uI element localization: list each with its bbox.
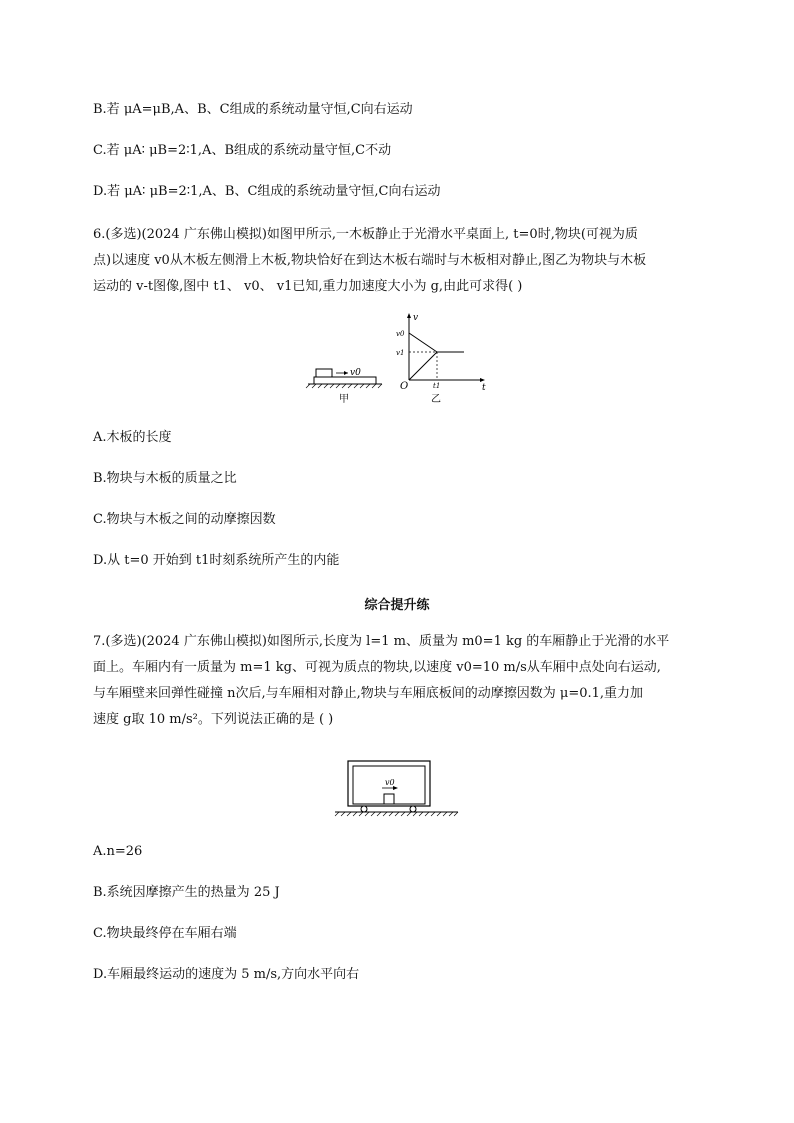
q5-option-c: C.若 μA∶ μB=2∶1,A、B组成的系统动量守恒,C不动 [93,143,392,158]
q6-caption-yi: 乙 [431,394,441,405]
q6-option-b: B.物块与木板的质量之比 [93,471,237,486]
q5-option-b: B.若 μA=μB,A、B、C组成的系统动量守恒,C向右运动 [93,102,413,117]
right-wheel [410,806,416,812]
q6-tick-v0: v0 [396,330,405,338]
q6-caption-jia: 甲 [339,394,349,405]
q7-stem-line: 与车厢壁来回弹性碰撞 n次后,与车厢相对静止,物块与车厢底板间的动摩擦因数为 μ=0.1,重力加 [93,686,644,701]
q7-option-a: A.n=26 [93,844,143,859]
q7-stem-line: 面上。车厢内有一质量为 m=1 kg、可视为质点的物块,以速度 v0=10 m/s从车厢中点处向右运动, [93,660,661,675]
q6-v0-label: v0 [350,368,361,378]
q6-tick-t1: t1 [433,382,441,390]
board [314,377,376,384]
q6-figure-yi [396,313,486,405]
q6-axis-v: v [413,313,419,323]
q6-origin: O [400,381,409,392]
q7-option-c: C.物块最终停在车厢右端 [93,926,237,941]
q7-stem [93,629,705,733]
q5-option-d: D.若 μA∶ μB=2∶1,A、B、C组成的系统动量守恒,C向右运动 [93,184,441,199]
q6-axis-t: t [482,383,486,393]
q6-tick-v1: v1 [396,349,405,357]
q6-option-d: D.从 t=0 开始到 t1时刻系统所产生的内能 [93,553,340,568]
board-vt-line [409,352,437,380]
q6-option-a: A.木板的长度 [93,430,172,445]
q7-stem-line: 7.(多选)(2024 广东佛山模拟)如图所示,长度为 l=1 m、质量为 m0=1 kg 的车厢静止于光滑的水平 [93,634,670,649]
q6-stem-line: 点)以速度 v0从木板左侧滑上木板,物块恰好在到达木板右端时与木板相对静止,图乙为物块与木板 [93,253,647,268]
q6-stem-line: 6.(多选)(2024 广东佛山模拟)如图甲所示,一木板静止于光滑水平桌面上, t=0时,物块(可视为质 [93,227,638,242]
q7-v0-label: v0 [385,778,395,787]
q7-stem-line: 速度 g取 10 m/s²。下列说法正确的是 ( ) [93,712,334,727]
q7-option-b: B.系统因摩擦产生的热量为 25 J [93,885,280,900]
block [316,369,332,377]
q6-figure [300,310,500,410]
left-wheel [361,806,367,812]
q6-stem-line: 运动的 v-t图像,图中 t1、 v0、 v1已知,重力加速度大小为 g,由此可求得( ) [93,279,523,294]
q6-stem [93,222,705,300]
block-vt-line [409,333,437,352]
q6-option-c: C.物块与木板之间的动摩擦因数 [93,512,276,527]
section-title: 综合提升练 [364,598,430,613]
q6-figure-jia [306,368,382,405]
block [384,794,394,804]
q7-option-d: D.车厢最终运动的速度为 5 m/s,方向水平向右 [93,967,360,982]
q7-figure [330,758,462,820]
